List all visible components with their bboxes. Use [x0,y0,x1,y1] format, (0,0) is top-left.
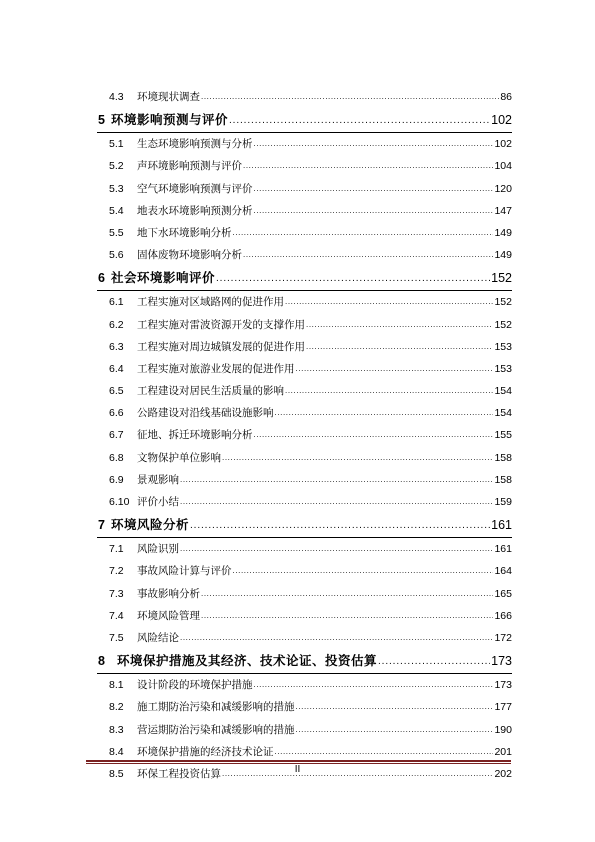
toc-entry-number: 6.10 [109,496,130,508]
toc-section-entry[interactable] [97,469,512,491]
toc-entry-page: 153 [494,340,512,353]
dot-leader [229,107,490,133]
toc-entry-number: 8.2 [109,701,124,714]
dot-leader [180,468,493,491]
dot-leader [275,401,494,424]
toc-entry-number: 5.4 [109,204,124,217]
toc-section-entry[interactable] [97,605,512,627]
dot-leader [254,199,494,222]
toc-entry-page: 173 [494,679,512,692]
toc-section-entry[interactable] [97,86,512,108]
toc-entry-title: 文物保护单位影响 [137,451,221,464]
toc-entry-number: 6.5 [109,385,124,398]
toc-entry-page: 152 [494,318,512,331]
toc-section-entry[interactable] [97,627,512,649]
dot-leader [201,85,499,108]
toc-entry-page: 153 [494,362,512,375]
toc-section-entry[interactable] [97,291,512,313]
toc-entry-title: 环境保护措施的经济技术论证 [137,745,274,758]
toc-entry-page: 166 [494,609,512,622]
toc-entry-page: 149 [494,226,512,239]
toc-section-entry[interactable] [97,402,512,424]
toc-entry-number: 6.6 [109,407,124,420]
dot-leader [233,221,494,244]
dot-leader [296,718,494,741]
toc-entry-number: 6 [98,271,105,286]
toc-entry-number: 6.8 [109,451,124,464]
toc-entry-number: 7.1 [109,543,124,556]
dot-leader [243,154,493,177]
toc-entry-title: 环境现状调查 [137,91,200,103]
toc-entry-title: 风险结论 [137,631,179,644]
toc-entry-number: 5.5 [109,226,124,239]
page-number: II [294,764,301,775]
toc-entry-number: 8.1 [109,679,124,692]
toc-entry-number: 6.1 [109,296,124,309]
dot-leader [222,446,493,469]
toc-section-entry[interactable] [97,674,512,696]
toc-entry-number: 5 [98,113,105,128]
dot-leader [243,243,493,266]
toc-entry-title: 地下水环境影响分析 [137,226,232,239]
toc-entry-title: 征地、拆迁环境影响分析 [137,429,253,442]
dot-leader [201,582,493,605]
toc-entry-title: 环境风险管理 [137,609,200,622]
toc-entry-page: 177 [494,701,512,714]
toc-entry-title: 施工期防治污染和减缓影响的措施 [137,701,295,714]
dot-leader [254,177,494,200]
toc-entry-number: 6.7 [109,429,124,442]
toc-section-entry[interactable] [97,583,512,605]
dot-leader [180,626,493,649]
toc-chapter-entry[interactable] [97,513,512,538]
toc-entry-number: 8 [98,654,105,669]
dot-leader [216,265,490,291]
dot-leader [285,379,493,402]
toc-section-entry[interactable] [97,380,512,402]
toc-entry-number: 6.3 [109,340,124,353]
toc-entry-title: 风险识别 [137,543,179,556]
toc-entry-number: 7.4 [109,609,124,622]
toc-entry-page: 161 [494,543,512,556]
dot-leader [285,290,493,313]
toc-entry-number: 5.1 [109,138,124,151]
toc-entry-title: 声环境影响预测与评价 [137,160,242,173]
toc-section-entry[interactable] [97,336,512,358]
toc-entry-title: 环境风险分析 [110,517,189,533]
toc-entry-number: 4.3 [109,91,124,103]
toc-section-entry[interactable] [97,178,512,200]
toc-section-entry[interactable] [97,222,512,244]
toc-chapter-entry[interactable] [97,266,512,291]
toc-section-entry[interactable] [97,719,512,741]
toc-entry-number: 7.2 [109,565,124,578]
toc-entry-page: 147 [494,204,512,217]
toc-entry-page: 155 [494,429,512,442]
toc-entry-title: 评价小结 [137,496,179,508]
toc-entry-title: 环保工程投资估算 [137,767,221,780]
toc-entry-page: 165 [494,587,512,600]
toc-entry-page: 86 [500,91,512,103]
toc-section-entry[interactable] [97,358,512,380]
toc-section-entry[interactable] [97,200,512,222]
toc-entry-number: 6.2 [109,318,124,331]
toc-section-entry[interactable] [97,696,512,718]
dot-leader [296,695,494,718]
toc-entry-title: 环境保护措施及其经济、技术论证、投资估算 [116,653,377,669]
toc-entry-page: 154 [494,385,512,398]
dot-leader [190,512,490,538]
toc-entry-page: 152 [491,271,512,286]
toc-entry-page: 190 [494,723,512,736]
dot-leader [180,537,493,560]
dot-leader [378,648,490,674]
dot-leader [201,604,493,627]
toc-section-entry[interactable] [97,560,512,582]
toc-entry-number: 7.5 [109,631,124,644]
dot-leader [254,673,494,696]
toc-entry-page: 152 [494,296,512,309]
toc-entry-title: 工程建设对居民生活质量的影响 [137,385,284,398]
toc-entry-page: 102 [494,138,512,151]
toc-entry-number: 5.2 [109,160,124,173]
dot-leader [306,313,493,336]
toc-entry-title: 景观影响 [137,473,179,486]
toc-entry-title: 营运期防治污染和减缓影响的措施 [137,723,295,736]
toc-entry-page: 159 [494,496,512,508]
toc-entry-number: 8.3 [109,723,124,736]
dot-leader [306,335,493,358]
toc-entry-title: 工程实施对雷波资源开发的支撑作用 [137,318,305,331]
toc-entry-number: 7 [98,518,105,533]
toc-section-entry[interactable] [97,447,512,469]
toc-entry-number: 6.9 [109,473,124,486]
toc-entry-page: 172 [494,631,512,644]
toc-section-entry[interactable] [97,314,512,336]
toc-entry-page: 161 [491,518,512,533]
toc-entry-page: 164 [494,565,512,578]
dot-leader [254,132,494,155]
toc-entry-title: 工程实施对区域路网的促进作用 [137,296,284,309]
toc-entry-title: 设计阶段的环境保护措施 [137,679,253,692]
toc-chapter-entry[interactable] [97,649,512,674]
dot-leader [180,490,493,513]
toc-section-entry[interactable] [97,538,512,560]
toc-section-entry[interactable] [97,424,512,446]
toc-entry-title: 社会环境影响评价 [110,270,215,286]
toc-entry-page: 154 [494,407,512,420]
toc-section-entry[interactable] [97,491,512,513]
toc-entry-title: 生态环境影响预测与分析 [137,138,253,151]
toc-entry-number: 5.6 [109,249,124,262]
dot-leader [254,423,494,446]
toc-entry-page: 104 [494,160,512,173]
toc-entry-number: 8.4 [109,745,124,758]
toc-entry-title: 地表水环境影响预测分析 [137,204,253,217]
toc-entry-number: 6.4 [109,362,124,375]
toc-entry-title: 事故风险计算与评价 [137,565,232,578]
toc-entry-page: 120 [494,182,512,195]
toc-section-entry[interactable] [97,244,512,266]
toc-chapter-entry[interactable] [97,108,512,133]
toc-entry-page: 158 [494,473,512,486]
toc-entry-title: 空气环境影响预测与评价 [137,182,253,195]
toc-entry-number: 8.5 [109,767,124,780]
toc-entry-page: 173 [491,654,512,669]
toc-entry-number: 7.3 [109,587,124,600]
toc-entry-title: 工程实施对周边城镇发展的促进作用 [137,340,305,353]
toc-entry-page: 158 [494,451,512,464]
dot-leader [233,559,494,582]
toc-entry-title: 公路建设对沿线基础设施影响 [137,407,274,420]
toc-section-entry[interactable] [97,133,512,155]
toc-entry-page: 202 [494,767,512,780]
toc-entry-page: 102 [491,113,512,128]
toc-entry-title: 环境影响预测与评价 [110,112,228,128]
dot-leader [296,357,494,380]
toc-entry-title: 固体废物环境影响分析 [137,249,242,262]
toc-entry-page: 201 [494,745,512,758]
toc-entry-title: 工程实施对旅游业发展的促进作用 [137,362,295,375]
toc-entry-title: 事故影响分析 [137,587,200,600]
toc-entry-number: 5.3 [109,182,124,195]
toc-section-entry[interactable] [97,155,512,177]
table-of-contents [97,86,512,785]
toc-entry-page: 149 [494,249,512,262]
